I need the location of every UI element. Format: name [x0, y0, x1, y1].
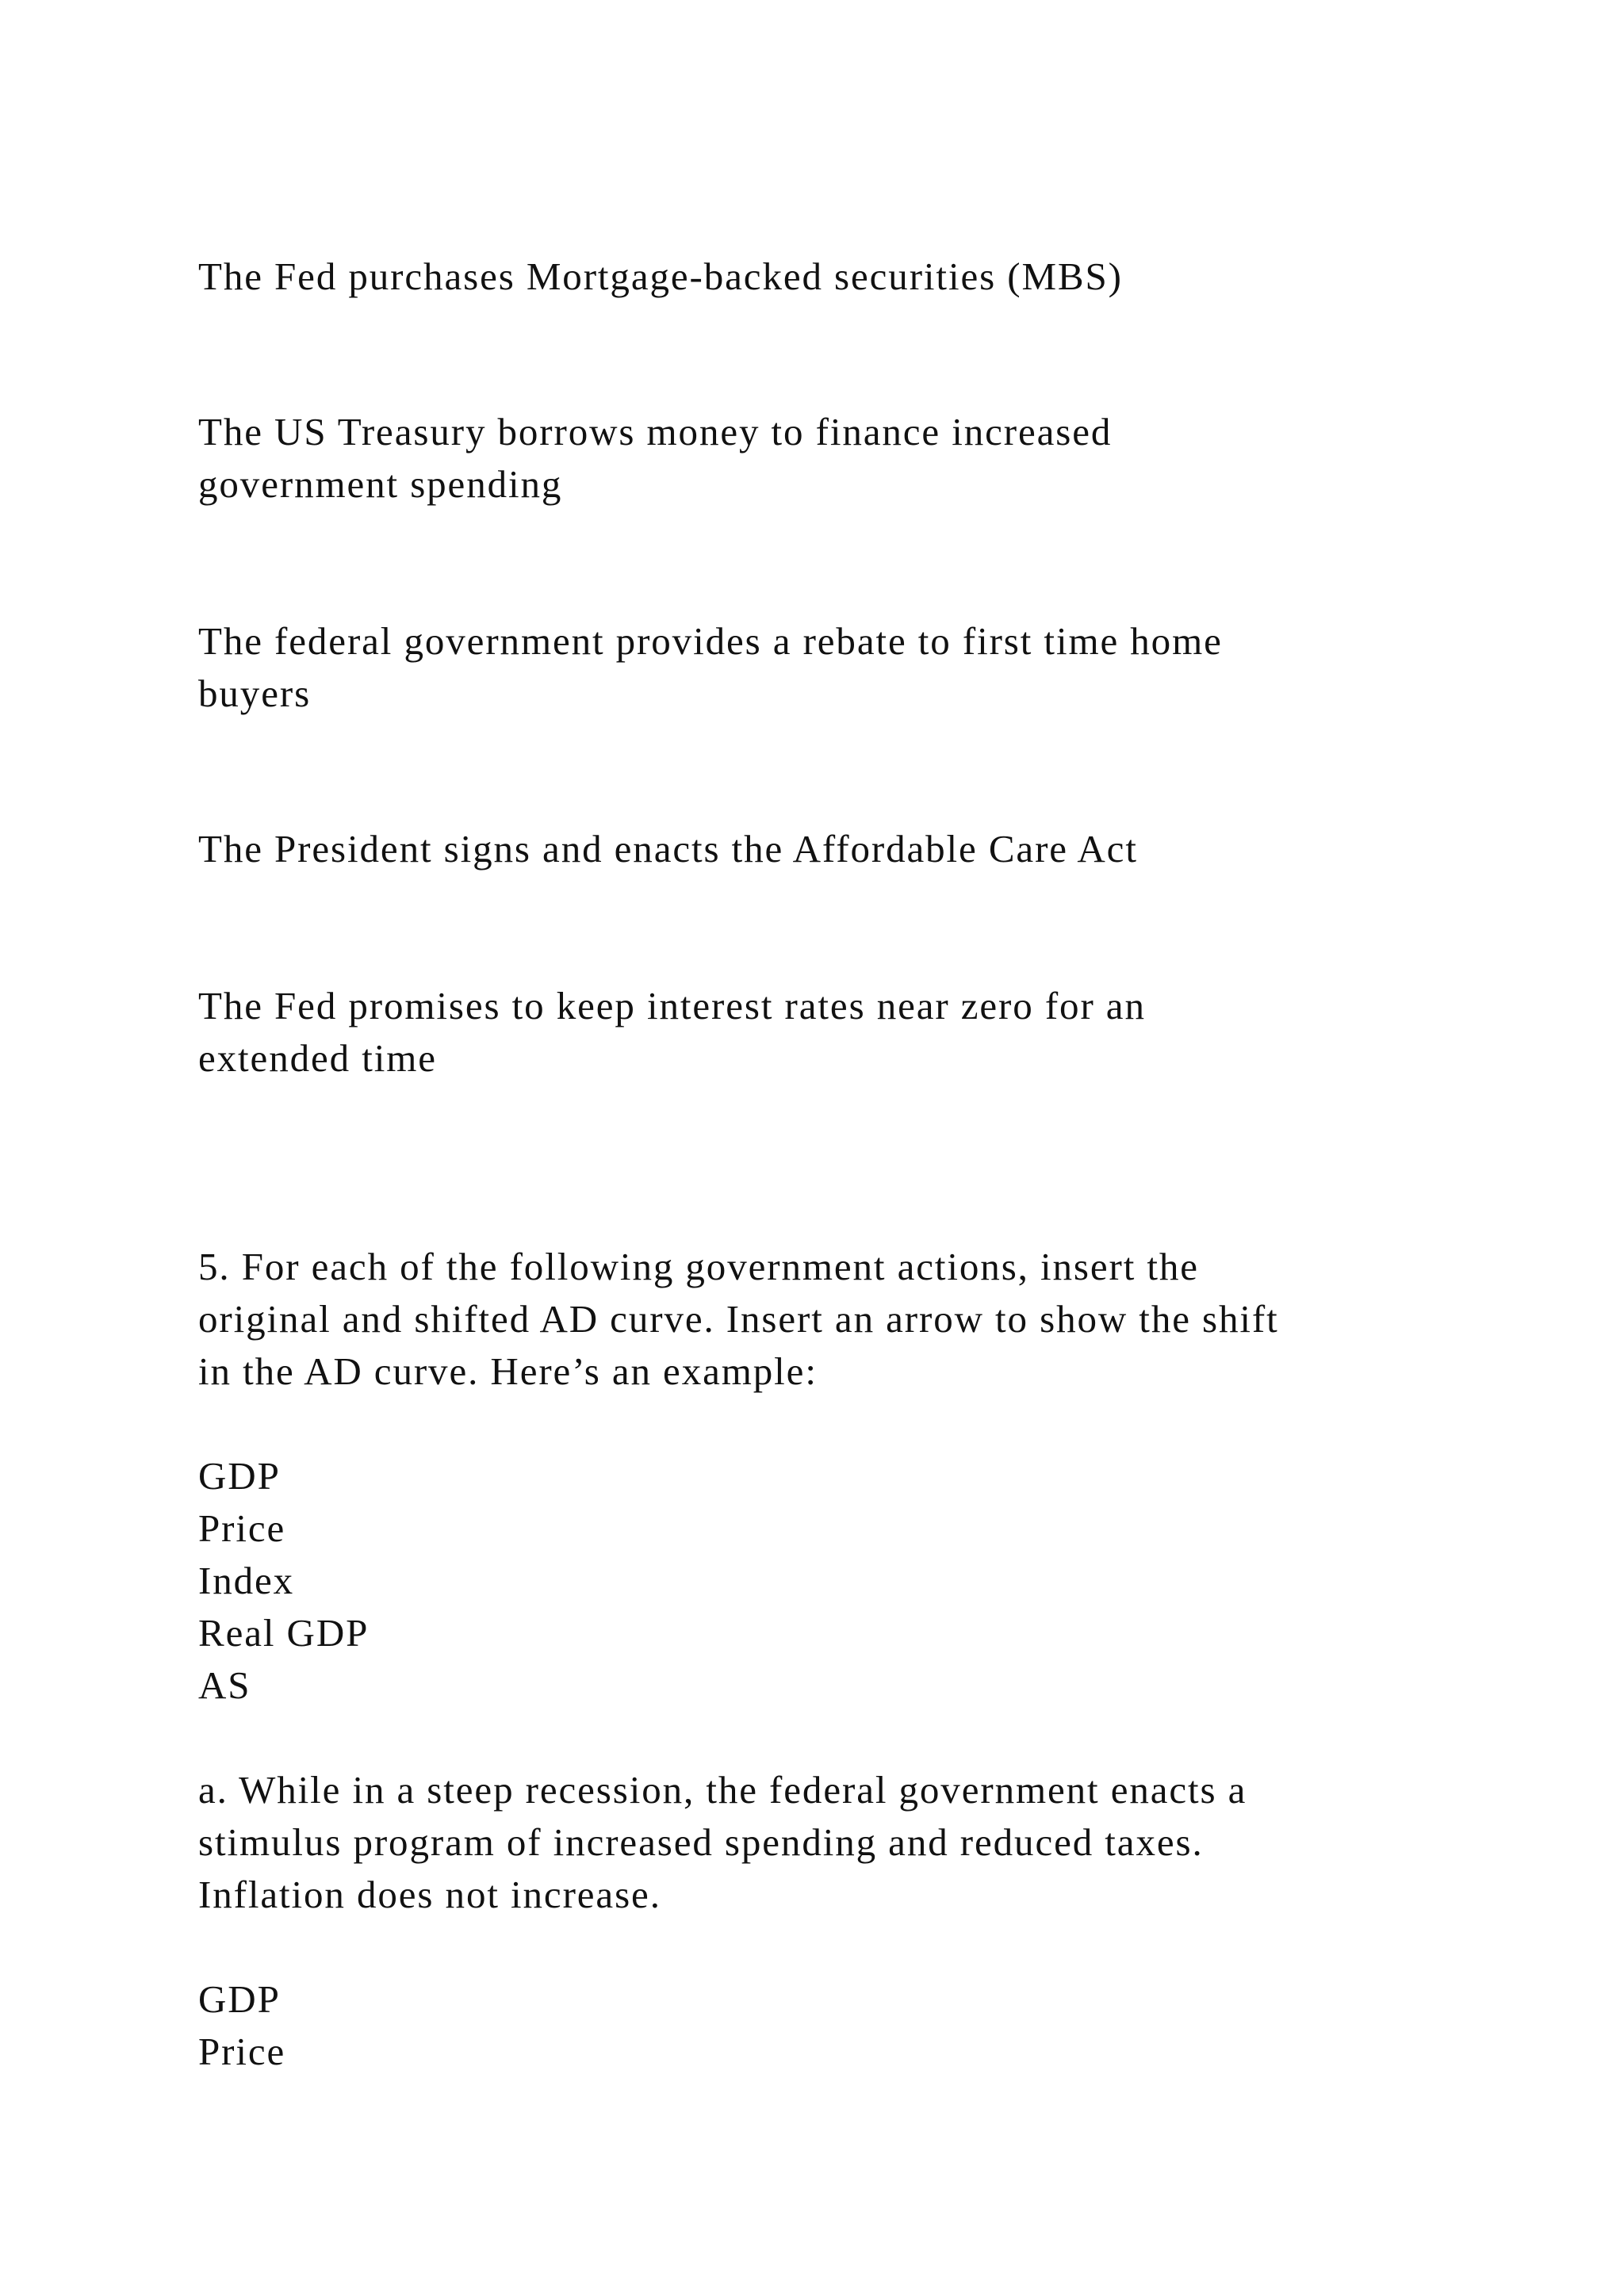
graph-label: Index	[198, 1559, 295, 1602]
text-line: The Fed promises to keep interest rates near zero for an	[198, 984, 1146, 1027]
text-line: government spending	[198, 462, 563, 506]
text-line: The President signs and enacts the Affordable Care Act	[198, 827, 1138, 871]
text-line: stimulus program of increased spending and reduced taxes.	[198, 1820, 1204, 1864]
text-line: The federal government provides a rebate to first time home	[198, 619, 1223, 663]
graph-label: GDP	[198, 1977, 281, 2021]
text-line: The Fed purchases Mortgage-backed securities (MBS)	[198, 254, 1123, 298]
graph-label: Real GDP	[198, 1611, 370, 1655]
text-line: Inflation does not increase.	[198, 1873, 661, 1916]
text-line: extended time	[198, 1036, 437, 1080]
text-line: a. While in a steep recession, the federal government enacts a	[198, 1768, 1247, 1812]
text-line: The US Treasury borrows money to finance increased	[198, 410, 1113, 453]
graph-label: Price	[198, 2030, 286, 2073]
text-line: in the AD curve. Here’s an example:	[198, 1349, 818, 1393]
text-line: original and shifted AD curve. Insert an arrow to show the shift	[198, 1297, 1279, 1341]
graph-label: GDP	[198, 1454, 281, 1498]
text-line: buyers	[198, 672, 312, 715]
graph-label: Price	[198, 1506, 286, 1550]
text-line: 5. For each of the following government actions, insert the	[198, 1245, 1199, 1288]
graph-label: AS	[198, 1663, 251, 1707]
